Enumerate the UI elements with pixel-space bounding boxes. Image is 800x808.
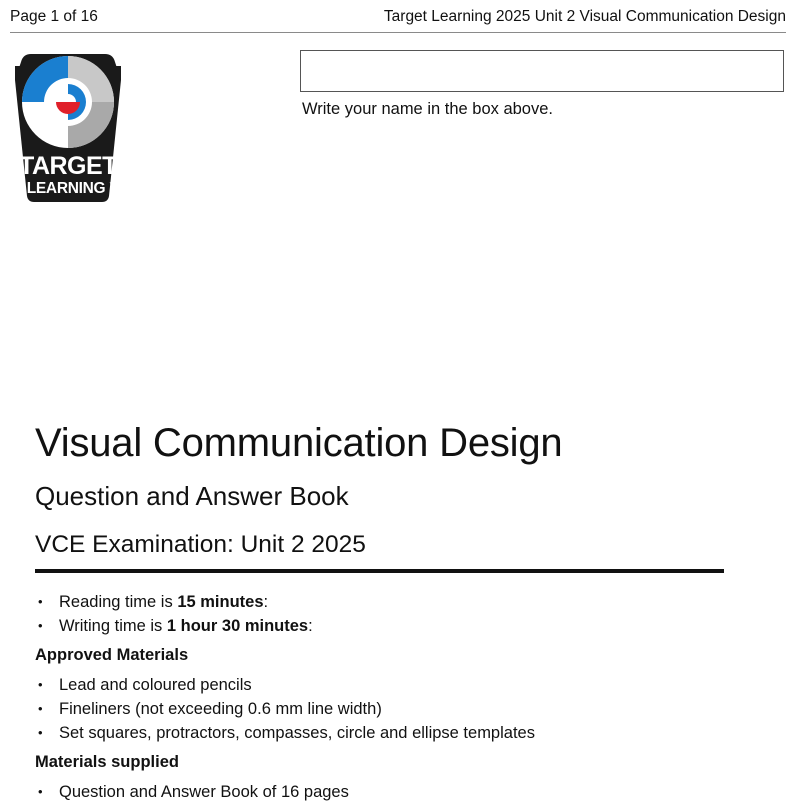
list-item: • Lead and coloured pencils [35, 673, 535, 697]
title-divider [35, 569, 724, 573]
timing-list [35, 590, 313, 638]
document-title: Target Learning 2025 Unit 2 Visual Communication Design [383, 8, 786, 25]
cover-title: Visual Communication Design [35, 421, 563, 465]
list-item: • Set squares, protractors, compasses, circle and ellipse templates [35, 721, 535, 745]
target-learning-logo [9, 50, 127, 204]
logo-wordmark-target: TARGET [19, 152, 117, 180]
name-box-caption: Write your name in the box above. [302, 100, 553, 118]
approved-materials-list [35, 673, 535, 745]
cover-subtitle: Question and Answer Book [35, 481, 349, 511]
materials-supplied-heading: Materials supplied [35, 753, 179, 771]
list-item: • Question and Answer Book of 16 pages [35, 780, 349, 804]
exam-name: VCE Examination: Unit 2 2025 [35, 531, 366, 558]
page-indicator: Page 1 of 16 [10, 8, 98, 25]
page-header [10, 6, 786, 33]
list-item: • Writing time is 1 hour 30 minutes: [35, 614, 313, 638]
list-item: • Fineliners (not exceeding 0.6 mm line width) [35, 697, 535, 721]
approved-materials-heading: Approved Materials [35, 646, 189, 664]
materials-supplied-list [35, 780, 349, 804]
student-name-input-box[interactable] [300, 50, 784, 92]
logo-trademark: ™ [109, 182, 115, 188]
logo-wordmark-learning: LEARNING [26, 180, 106, 197]
list-item: • Reading time is 15 minutes: [35, 590, 313, 614]
